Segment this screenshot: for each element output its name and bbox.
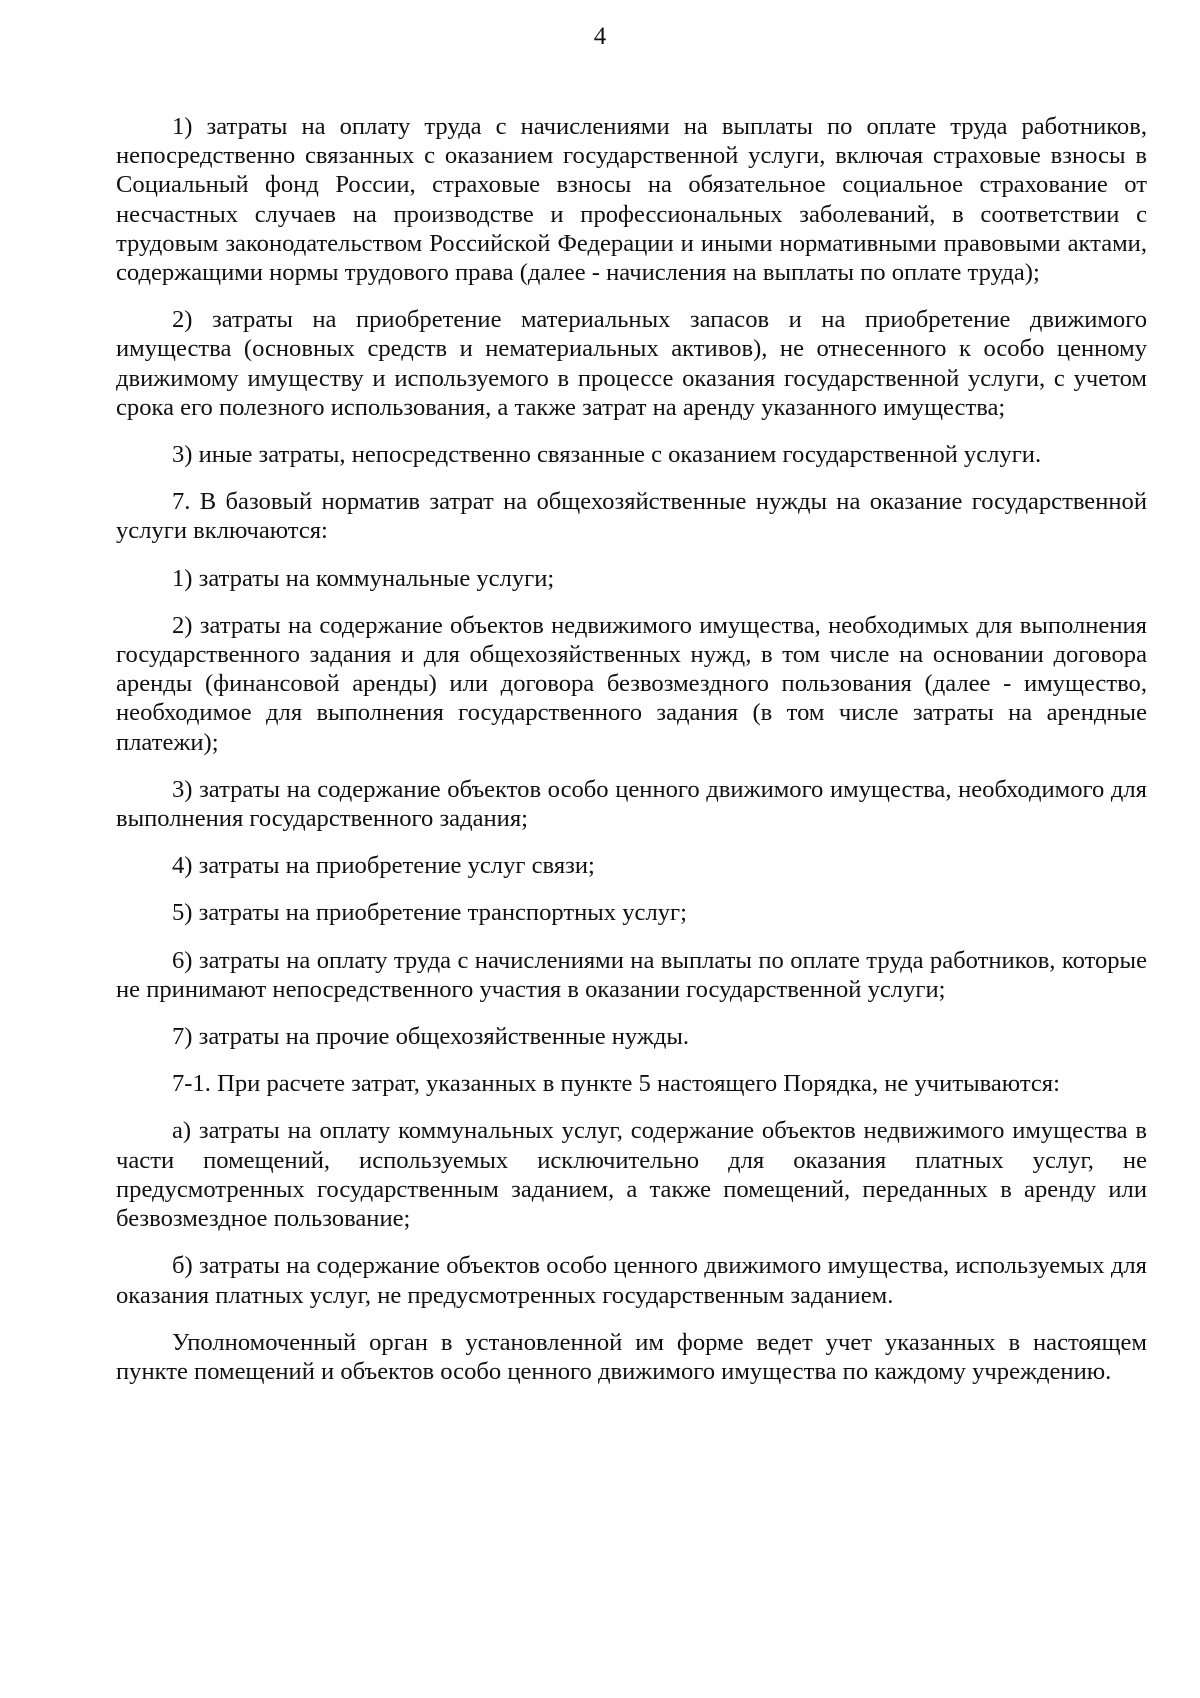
paragraph-7-5: 5) затраты на приобретение транспортных услуг; <box>172 899 687 927</box>
paragraph-7-1-closing: Уполномоченный орган в установленной им форме ведет учет указанных в настоящем пункте помещений и объектов особо ценного движимого имущества по каждому учреждению. <box>116 1328 1147 1385</box>
paragraph-7-heading: 7. В базовый норматив затрат на общехозяйственные нужды на оказание государственной услуги включаются: <box>116 488 1147 545</box>
page-number: 4 <box>593 23 607 50</box>
paragraph-7-1-heading: 7-1. При расчете затрат, указанных в пункте 5 настоящего Порядка, не учитываются: <box>172 1070 1060 1098</box>
paragraph-7-1-b: б) затраты на содержание объектов особо ценного движимого имущества, используемых для оказания платных услуг, не предусмотренных государственным заданием. <box>116 1252 1147 1309</box>
paragraph-7-1: 1) затраты на коммунальные услуги; <box>172 564 555 592</box>
paragraph-7-2: 2) затраты на содержание объектов недвижимого имущества, необходимых для выполнения государственного задания и для общехозяйственных нужд, в том числе на основании договора аренды (финансовой аренды) или договора безвозмездного пользования (далее - имущество, необходимое для выполнения государственного задания (в том числе затраты на арендные платежи); <box>116 611 1147 756</box>
paragraph-7-6: 6) затраты на оплату труда с начислениями на выплаты по оплате труда работников, которые не принимают непосредственного участия в оказании государственной услуги; <box>116 946 1147 1003</box>
paragraph-7-3: 3) затраты на содержание объектов особо ценного движимого имущества, необходимого для выполнения государственного задания; <box>116 775 1147 833</box>
paragraph-7-7: 7) затраты на прочие общехозяйственные нужды. <box>172 1023 690 1051</box>
paragraph-6-1: 1) затраты на оплату труда с начислениями на выплаты по оплате труда работников, непосредственно связанных с оказанием государственной услуги, включая страховые взносы в Социальный фонд России, страховые взносы на обязательное социальное страхование от несчастных случаев на производстве и профессиональных заболеваний, в соответствии с трудовым законодательством Российской Федерации и иными нормативными правовыми актами, содержащими нормы трудового права (далее - начисления на выплаты по оплате труда); <box>116 113 1147 287</box>
paragraph-6-3: 3) иные затраты, непосредственно связанные с оказанием государственной услуги. <box>172 441 1042 469</box>
paragraph-7-4: 4) затраты на приобретение услуг связи; <box>172 852 595 880</box>
paragraph-7-1-a: а) затраты на оплату коммунальных услуг, содержание объектов недвижимого имущества в части помещений, используемых исключительно для оказания платных услуг, не предусмотренных государственным заданием, а также помещений, переданных в аренду или безвозмездное пользование; <box>116 1117 1147 1233</box>
document-body <box>116 112 1147 1404</box>
paragraph-6-2: 2) затраты на приобретение материальных запасов и на приобретение движимого имущества (основных средств и нематериальных активов), не отнесенного к особо ценному движимому имуществу и используемого в процессе оказания государственной услуги, с учетом срока его полезного использования, а также затрат на аренду указанного имущества; <box>116 306 1147 421</box>
